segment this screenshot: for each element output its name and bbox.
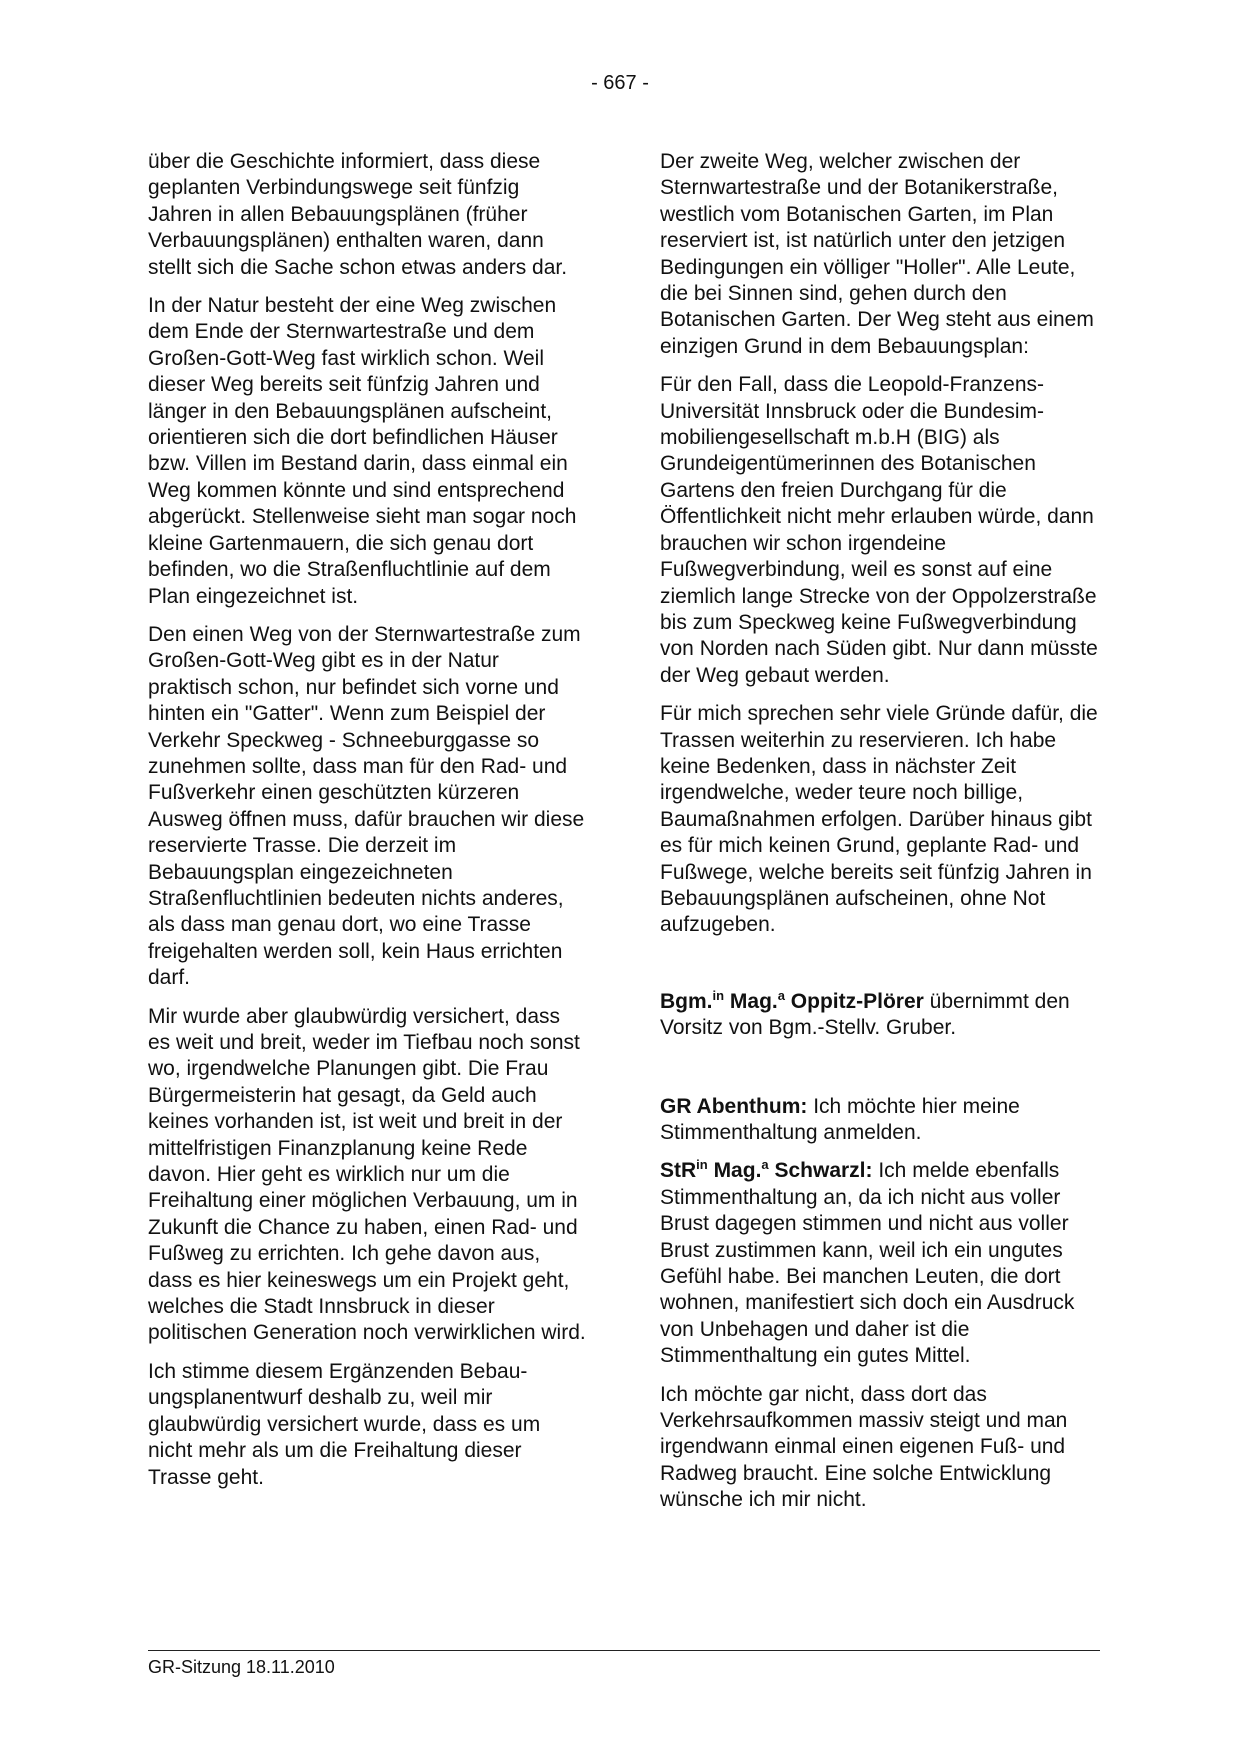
schwarzl-statement	[660, 1158, 1100, 1369]
right-paragraph-3: Für mich sprechen sehr viele Gründe dafür, die Trassen weiterhin zu reservieren. Ich habe keine Bedenken, dass in nächster Zeit irgendwelche, weder teure noch billige, Baumaßnahmen erfolgen. Darüber hinaus gibt es für mich keinen Grund, geplante Rad- und Fußwege, welche bereits seit fünfzig Jahren in Bebauungsplänen aufscheinen, ohne Not aufzugeben.	[660, 702, 1098, 937]
right-paragraph-1: Der zweite Weg, welcher zwischen der Sternwartestraße und der Botanikerstraße, westlich vom Botanischen Garten, im Plan reserviert ist, ist natürlich unter den jetzigen Bedingungen ein völliger "Holler". Alle Leute, die bei Sinnen sind, gehen durch den Botanischen Garten. Der Weg steht aus einem einzigen Grund in dem Bebauungsplan:	[660, 150, 1094, 358]
footer-session-date: GR-Sitzung 18.11.2010	[148, 1657, 335, 1677]
right-closing-paragraph: Ich möchte gar nicht, dass dort das Verkehrsaufkommen massiv steigt und man irgendwann einmal einen eigenen Fuß- und Radweg braucht. Eine solche Entwicklung wünsche ich mir nicht.	[660, 1382, 1068, 1512]
schwarzl-text: Ich melde ebenfalls Stimmenthaltung an, da ich nicht aus voller Brust dagegen stimmen und nicht aus voller Brust zustimmen kann, weil ich ein ungutes Gefühl habe. Bei manchen Leuten, die dort wohnen, manifestiert sich doch ein Ausdruck von Unbehagen und daher ist die Stimmenthaltung ein gutes Mittel.	[660, 1159, 1075, 1368]
left-paragraph-3: Den einen Weg von der Sternwartestraße zum Großen-Gott-Weg gibt es in der Natur praktisch schon, nur befindet sich vorne und hinten ein "Gatter". Wenn zum Beispiel der Verkehr Speckweg - Schneeburggasse so zunehmen sollte, dass man für den Rad- und Fußverkehr einen geschützten kürzeren Ausweg öffnen muss, dafür brauchen wir diese reservierte Trasse. Die derzeit im Bebauungsplan eingezeichneten Straßenfluchtlinien bedeuten nichts anderes, als dass man genau dort, wo eine Trasse freigehalten werden soll, kein Haus errichten darf.	[148, 622, 585, 990]
left-paragraph-2: In der Natur besteht der eine Weg zwischen dem Ende der Sternwartestraße und dem Großen-Gott-Weg fast wirklich schon. Weil dieser Weg bereits seit fünfzig Jahren und länger in den Bebauungsplänen aufscheint, orientieren sich die dort befindlichen Häuser bzw. Villen im Bestand darin, dass einmal ein Weg kommen könnte und sind entsprechend abgerückt. Stellenweise sieht man sogar noch kleine Gartenmauern, die sich genau dort befinden, wo die Straßenfluchtlinie auf dem Plan eingezeichnet ist.	[148, 294, 577, 608]
left-column	[148, 149, 588, 1503]
footer-divider	[148, 1650, 1100, 1651]
right-paragraph-2: Für den Fall, dass die Leopold-Franzens-Universität Innsbruck oder die Bundesimmobiliengesellschaft m.b.H (BIG) als Grundeigentümerinnen des Botanischen Gartens den freien Durchgang für die Öffentlichkeit nicht mehr erlauben würde, dann brauchen wir schon irgendeine Fußwegverbindung, weil es sonst auf eine ziemlich lange Strecke von der Oppolzerstraße bis zum Speckweg keine Fußwegverbindung von Norden nach Süden gibt. Nur dann müsste der Weg gebaut werden.	[660, 373, 1098, 687]
left-paragraph-1: über die Geschichte informiert, dass diese geplanten Verbindungswege seit fünfzig Jahren in allen Bebauungsplänen (früher Verbauungsplänen) enthalten waren, dann stellt sich die Sache schon etwas anders dar.	[148, 150, 568, 279]
page-number: - 667 -	[591, 72, 649, 94]
chair-change-text: übernimmt den Vorsitz von Bgm.-Stellv. Gruber.	[660, 989, 1070, 1040]
abenthum-statement	[660, 1094, 1100, 1147]
left-paragraph-4: Mir wurde aber glaubwürdig versichert, dass es weit und breit, weder im Tiefbau noch sonst wo, irgendwelche Planungen gibt. Die Frau Bürgermeisterin hat gesagt, da Geld auch keines vorhanden ist, ist weit und breit in der mittelfristigen Finanzplanung keine Rede davon. Hier geht es wirklich nur um die Freihaltung einer möglichen Verbauung, um in Zukunft die Chance zu haben, einen Rad- und Fußweg zu errichten. Ich gehe davon aus, dass es hier keineswegs um ein Projekt geht, welches die Stadt Innsbruck in dieser politischen Generation noch verwirklichen wird.	[148, 1004, 586, 1345]
speaker-schwarzl: StR$^{in}$ Mag.$^a$ Schwarzl:	[660, 1157, 873, 1183]
speaker-oppitz-ploerer: Bgm.$^{in}$ Mag.$^a$ Oppitz-Plörer	[660, 987, 924, 1013]
speaker-abenthum: GR Abenthum:	[660, 1094, 808, 1118]
left-paragraph-5: Ich stimme diesem Ergänzenden Bebauungsplanentwurf deshalb zu, weil mir glaubwürdig versichert wurde, dass es um nicht mehr als um die Freihaltung dieser Trasse geht.	[148, 1359, 541, 1489]
chair-change-note	[660, 989, 1100, 1042]
right-column	[660, 149, 1100, 1526]
abenthum-text: Ich möchte hier meine Stimmenthaltung anmelden.	[660, 1094, 1020, 1144]
